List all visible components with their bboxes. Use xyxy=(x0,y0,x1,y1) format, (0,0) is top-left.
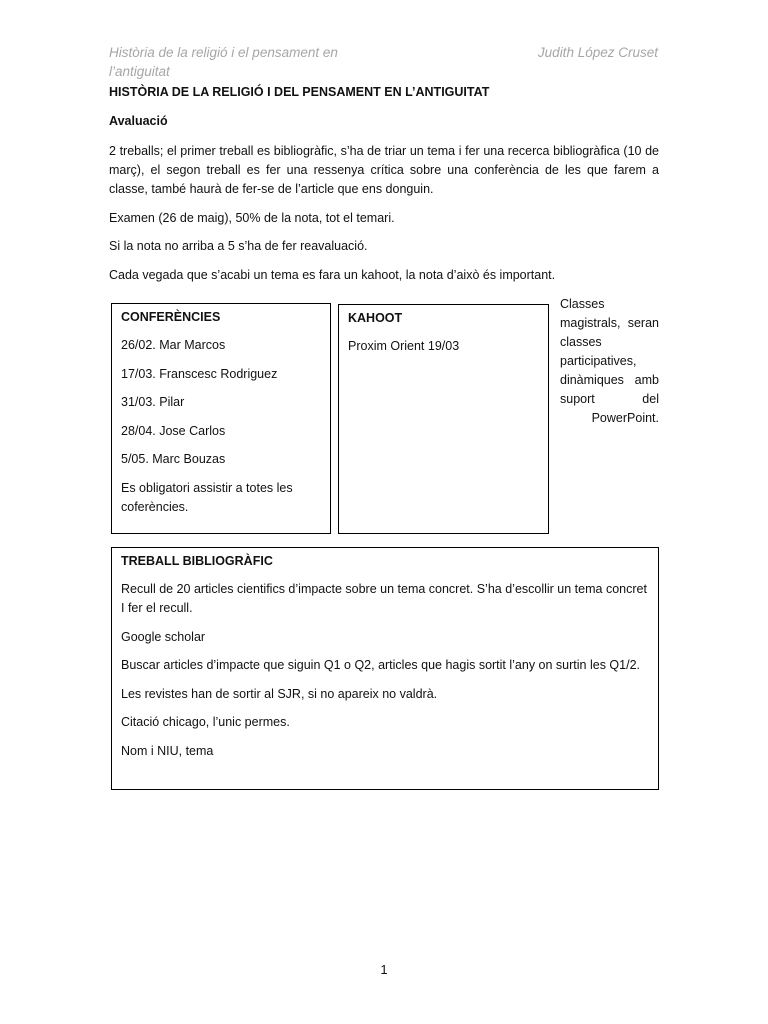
paragraph-treballs: 2 treballs; el primer treball es bibliogràfic, s’ha de triar un tema i fer una recerca bibliogràfica (10 de març), el segon treball es fer una ressenya crítica sobre una conferència de les que farem a classe, també haurà de fer-se de l’article que ens donguin. xyxy=(109,144,659,196)
page-number: 1 xyxy=(380,962,388,977)
conference-item: 31/03. Pilar xyxy=(121,395,185,409)
conferencies-box xyxy=(111,303,331,534)
treball-item: Buscar articles d’impacte que siguin Q1 o Q2, articles que hagis sortit l’any on surtin les Q1/2. xyxy=(121,658,641,672)
treball-item: Nom i NIU, tema xyxy=(121,743,214,758)
treball-heading: TREBALL BIBLIOGRÀFIC xyxy=(121,554,273,568)
conference-attendance-note: Es obligatori assistir a totes les coferències. xyxy=(121,480,293,514)
conference-item: 5/05. Marc Bouzas xyxy=(121,452,226,466)
running-header-author: Judith López Cruset xyxy=(537,45,658,60)
running-header-course: Història de la religió i el pensament en l’antiguitat xyxy=(109,45,338,79)
treball-item: Les revistes han de sortir al SJR, si no apareix no valdrà. xyxy=(121,686,438,701)
conferencies-heading: CONFERÈNCIES xyxy=(121,310,221,324)
treball-item: Recull de 20 articles cientifics d’impacte sobre un tema concret. S’ha d’escollir un tema concret I fer el recull. xyxy=(121,582,647,615)
conference-item: 28/04. Jose Carlos xyxy=(121,423,226,438)
treball-item: Citació chicago, l’unic permes. xyxy=(121,715,290,729)
treball-item: Google scholar xyxy=(121,629,206,644)
conference-item: 17/03. Franscesc Rodriguez xyxy=(121,366,278,381)
paragraph-kahoot: Cada vegada que s’acabi un tema es fara un kahoot, la nota d’això és important. xyxy=(109,268,556,282)
section-heading-avaluacio: Avaluació xyxy=(109,114,168,128)
paragraph-reavaluacio: Si la nota no arriba a 5 s’ha de fer reavaluació. xyxy=(109,239,368,253)
kahoot-heading: KAHOOT xyxy=(348,311,403,325)
conference-item: 26/02. Mar Marcos xyxy=(121,338,226,352)
kahoot-box xyxy=(338,304,549,534)
document-title: HISTÒRIA DE LA RELIGIÓ I DEL PENSAMENT EN L’ANTIGUITAT xyxy=(109,85,490,99)
treball-bibliografic-box xyxy=(111,547,659,790)
paragraph-examen: Examen (26 de maig), 50% de la nota, tot el temari. xyxy=(109,211,395,225)
side-note-classes: Classes magistrals, seran classes participatives, dinàmiques amb suport del PowerPoint. xyxy=(560,297,659,425)
kahoot-item: Proxim Orient 19/03 xyxy=(348,339,460,353)
